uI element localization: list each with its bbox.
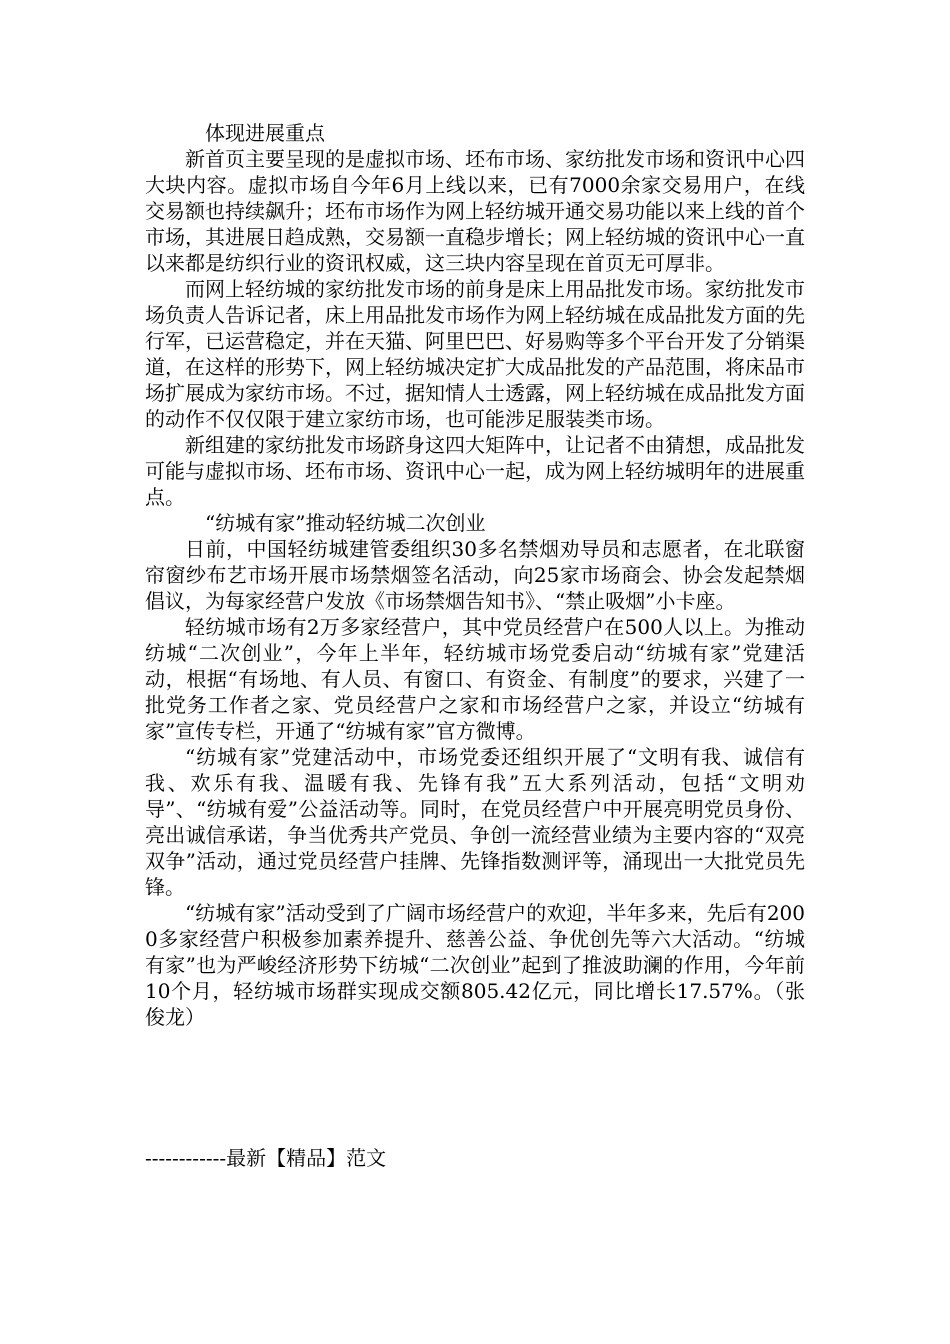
article-body xyxy=(145,120,805,1030)
section-heading-progress-focus: 体现进展重点 xyxy=(205,121,325,145)
paragraph-activity-results: “纺城有家”活动受到了广阔市场经营户的欢迎，半年多来，先后有2000多家经营户积极参加素养提升、慈善公益、争优创先等六大活动。“纺城有家”也为严峻经济形势下纺城“二次创业”起到了推波助澜的作用，今年前10个月，轻纺城市场群实现成交额805.42亿元，同比增长17.57%。（张俊龙） xyxy=(145,901,805,1029)
section-heading-second-startup: “纺城有家”推动轻纺城二次创业 xyxy=(205,511,486,535)
footer-note: ------------最新【精品】范文 xyxy=(145,1146,387,1170)
paragraph-party-building: 轻纺城市场有2万多家经营户，其中党员经营户在500人以上。为推动纺城“二次创业”，今年上半年，轻纺城市场党委启动“纺城有家”党建活动，根据“有场地、有人员、有窗口、有资金、有制度”的要求，兴建了一批党务工作者之家、党员经营户之家和市场经营户之家，并设立“纺城有家”宣传专栏，开通了“纺城有家”官方微博。 xyxy=(145,615,805,743)
paragraph-smoking-ban: 日前，中国轻纺城建管委组织30多名禁烟劝导员和志愿者，在北联窗帘窗纱布艺市场开展市场禁烟签名活动，向25家市场商会、协会发起禁烟倡议，为每家经营户发放《市场禁烟告知书》、“禁止吸烟”小卡座。 xyxy=(145,537,805,613)
paragraph-series-activities: “纺城有家”党建活动中，市场党委还组织开展了“文明有我、诚信有我、欢乐有我、温暖有我、先锋有我”五大系列活动，包括“文明劝导”、“纺城有爱”公益活动等。同时，在党员经营户中开展亮明党员身份、亮出诚信承诺，争当优秀共产党员、争创一流经营业绩为主要内容的“双亮双争”活动，通过党员经营户挂牌、先锋指数测评等，涌现出一大批党员先锋。 xyxy=(145,745,805,899)
paragraph-new-market-speculation: 新组建的家纺批发市场跻身这四大矩阵中，让记者不由猜想，成品批发可能与虚拟市场、坯布市场、资讯中心一起，成为网上轻纺城明年的进展重点。 xyxy=(145,433,805,509)
paragraph-home-textile-market: 而网上轻纺城的家纺批发市场的前身是床上用品批发市场。家纺批发市场负责人告诉记者，床上用品批发市场作为网上轻纺城在成品批发方面的先行军，已运营稳定，并在天猫、阿里巴巴、好易购等多个平台开发了分销渠道，在这样的形势下，网上轻纺城决定扩大成品批发的产品范围，将床品市场扩展成为家纺市场。不过，据知情人士透露，网上轻纺城在成品批发方面的动作不仅仅限于建立家纺市场，也可能涉足服装类市场。 xyxy=(145,277,805,431)
paragraph-homepage-content: 新首页主要呈现的是虚拟市场、坯布市场、家纺批发市场和资讯中心四大块内容。虚拟市场自今年6月上线以来，已有7000余家交易用户，在线交易额也持续飙升；坯布市场作为网上轻纺城开通交易功能以来上线的首个市场，其进展日趋成熟，交易额一直稳步增长；网上轻纺城的资讯中心一直以来都是纺织行业的资讯权威，这三块内容呈现在首页无可厚非。 xyxy=(145,147,805,275)
